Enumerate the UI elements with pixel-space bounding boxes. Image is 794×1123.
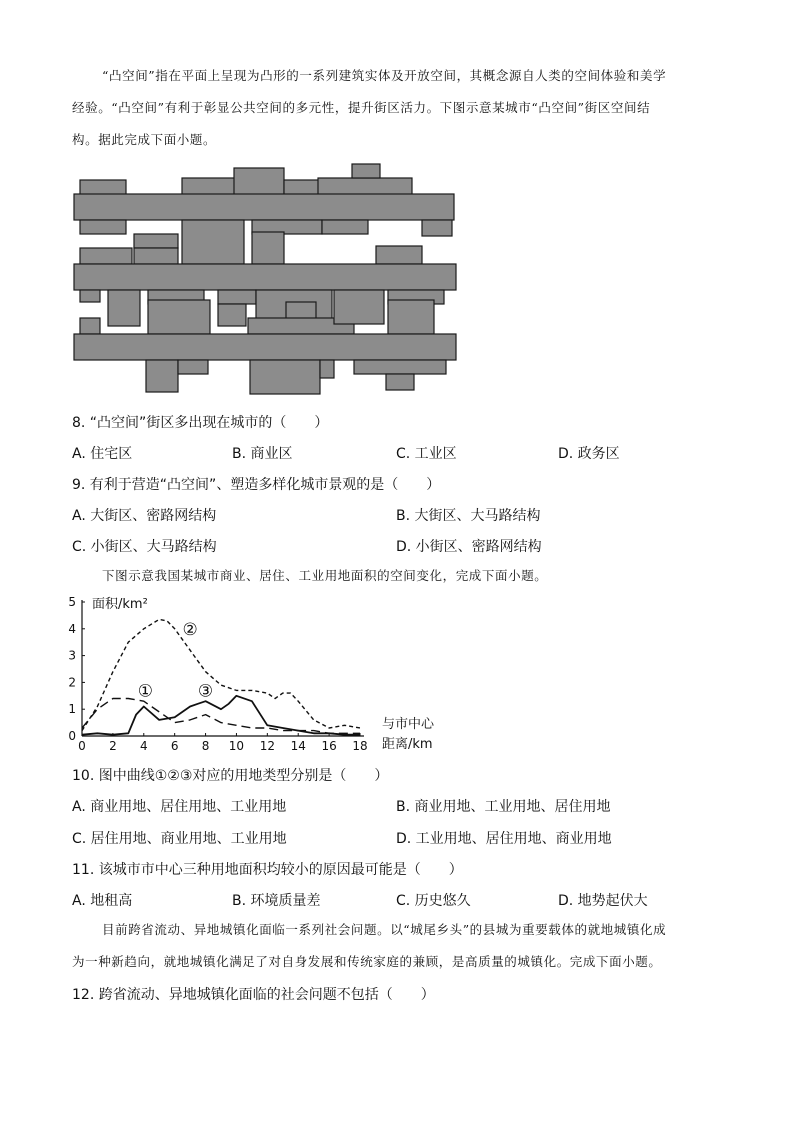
building-block [80, 248, 132, 264]
building-block [80, 220, 126, 234]
question-9-stem: 9. 有利于营造“凸空间”、塑造多样化城市景观的是（ ） [72, 477, 441, 493]
x-axis-label-line1: 与市中心 [382, 717, 435, 732]
building-block [422, 220, 452, 236]
question-11-option-a[interactable]: A. 地租高 [72, 893, 133, 909]
question-10-option-c[interactable]: C. 居住用地、商业用地、工业用地 [72, 831, 287, 847]
building-block [320, 360, 334, 378]
curve-label-2: ② [182, 619, 198, 640]
curve-label-1: ① [137, 681, 153, 702]
building-block [134, 234, 178, 248]
x-tick-label: 4 [139, 739, 148, 753]
building-block [386, 374, 414, 390]
x-tick-label: 12 [259, 739, 275, 753]
series-line-2 [82, 619, 360, 730]
question-8-stem: 8. “凸空间”街区多出现在城市的（ ） [72, 415, 329, 431]
street-block [74, 264, 456, 290]
building-block [318, 178, 412, 196]
intro3-line1: 目前跨省流动、异地城镇化面临一系列社会问题。以“城尾乡头”的县城为重要载体的就地城镇化成 [102, 922, 667, 937]
question-9-option-c[interactable]: C. 小街区、大马路结构 [72, 539, 217, 555]
question-8-option-c[interactable]: C. 工业区 [396, 446, 457, 462]
building-block [388, 300, 434, 334]
question-9-option-d[interactable]: D. 小街区、密路网结构 [396, 539, 542, 555]
question-11-option-c[interactable]: C. 历史悠久 [396, 893, 471, 909]
question-12-stem: 12. 跨省流动、异地城镇化面临的社会问题不包括（ ） [72, 987, 435, 1003]
y-tick-label: 0 [68, 729, 76, 743]
x-tick-label: 2 [109, 739, 117, 753]
x-tick-label: 8 [201, 739, 210, 753]
building-block [354, 360, 446, 374]
intro-paragraph-line2: 经验。“凸空间”有利于彰显公共空间的多元性，提升街区活力。下图示意某城市“凸空间”街区空间结 [72, 100, 651, 115]
chart-intro: 下图示意我国某城市商业、居住、工业用地面积的空间变化，完成下面小题。 [102, 568, 548, 583]
x-tick-label: 0 [78, 739, 86, 753]
building-block [218, 290, 256, 304]
x-tick-label: 16 [321, 739, 337, 753]
question-9-option-a[interactable]: A. 大街区、密路网结构 [72, 508, 217, 524]
street-block [74, 194, 454, 220]
building-block [148, 300, 210, 334]
building-block [182, 178, 236, 196]
question-10-option-d[interactable]: D. 工业用地、居住用地、商业用地 [396, 831, 612, 847]
series-line-3 [82, 696, 360, 735]
x-tick-label: 14 [290, 739, 306, 753]
question-8-option-d[interactable]: D. 政务区 [558, 446, 620, 462]
x-tick-label: 10 [228, 739, 245, 753]
building-block [334, 290, 384, 324]
question-10-stem: 10. 图中曲线①②③对应的用地类型分别是（ ） [72, 768, 389, 784]
question-11-option-b[interactable]: B. 环境质量差 [232, 893, 321, 909]
y-axis-label: 面积/km² [92, 597, 148, 612]
question-11-stem: 11. 该城市市中心三种用地面积均较小的原因最可能是（ ） [72, 862, 463, 878]
y-tick-label: 4 [68, 621, 76, 636]
building-block [218, 304, 246, 326]
convex-space-diagram [72, 160, 462, 396]
x-axis-label-line2: 距离/km [382, 737, 433, 752]
building-block [376, 246, 422, 264]
question-8-option-b[interactable]: B. 商业区 [232, 446, 293, 462]
street-block [74, 334, 456, 360]
question-10-option-a[interactable]: A. 商业用地、居住用地、工业用地 [72, 799, 287, 815]
question-9-option-b[interactable]: B. 大街区、大马路结构 [396, 508, 541, 524]
building-block [182, 220, 244, 264]
building-block [134, 248, 178, 264]
question-10-option-b[interactable]: B. 商业用地、工业用地、居住用地 [396, 799, 611, 815]
land-use-line-chart [66, 592, 466, 756]
intro-paragraph-line1: “凸空间”指在平面上呈现为凸形的一系列建筑实体及开放空间，其概念源自人类的空间体验和美学 [102, 68, 667, 83]
building-block [178, 360, 208, 374]
building-block [250, 360, 320, 394]
intro3-line2: 为一种新趋向，就地城镇化满足了对自身发展和传统家庭的兼顾，是高质量的城镇化。完成下面小题。 [72, 954, 662, 969]
building-block [286, 302, 316, 320]
curve-label-3: ③ [197, 681, 214, 702]
x-tick-label: 6 [170, 739, 179, 753]
intro-paragraph-line3: 构。据此完成下面小题。 [72, 132, 217, 147]
question-11-option-d[interactable]: D. 地势起伏大 [558, 893, 648, 909]
question-8-option-a[interactable]: A. 住宅区 [72, 446, 133, 462]
y-tick-label: 2 [68, 675, 76, 690]
building-block [252, 232, 284, 264]
building-block [322, 220, 368, 234]
building-block [80, 290, 100, 302]
building-block [80, 318, 100, 334]
building-block [146, 360, 178, 392]
y-tick-label: 5 [68, 595, 76, 609]
y-tick-label: 1 [68, 702, 76, 717]
y-tick-label: 3 [68, 648, 76, 663]
building-block [108, 290, 140, 326]
building-block [234, 168, 284, 196]
x-tick-label: 18 [352, 739, 368, 753]
series-line-1 [82, 699, 360, 734]
building-block [352, 164, 380, 178]
